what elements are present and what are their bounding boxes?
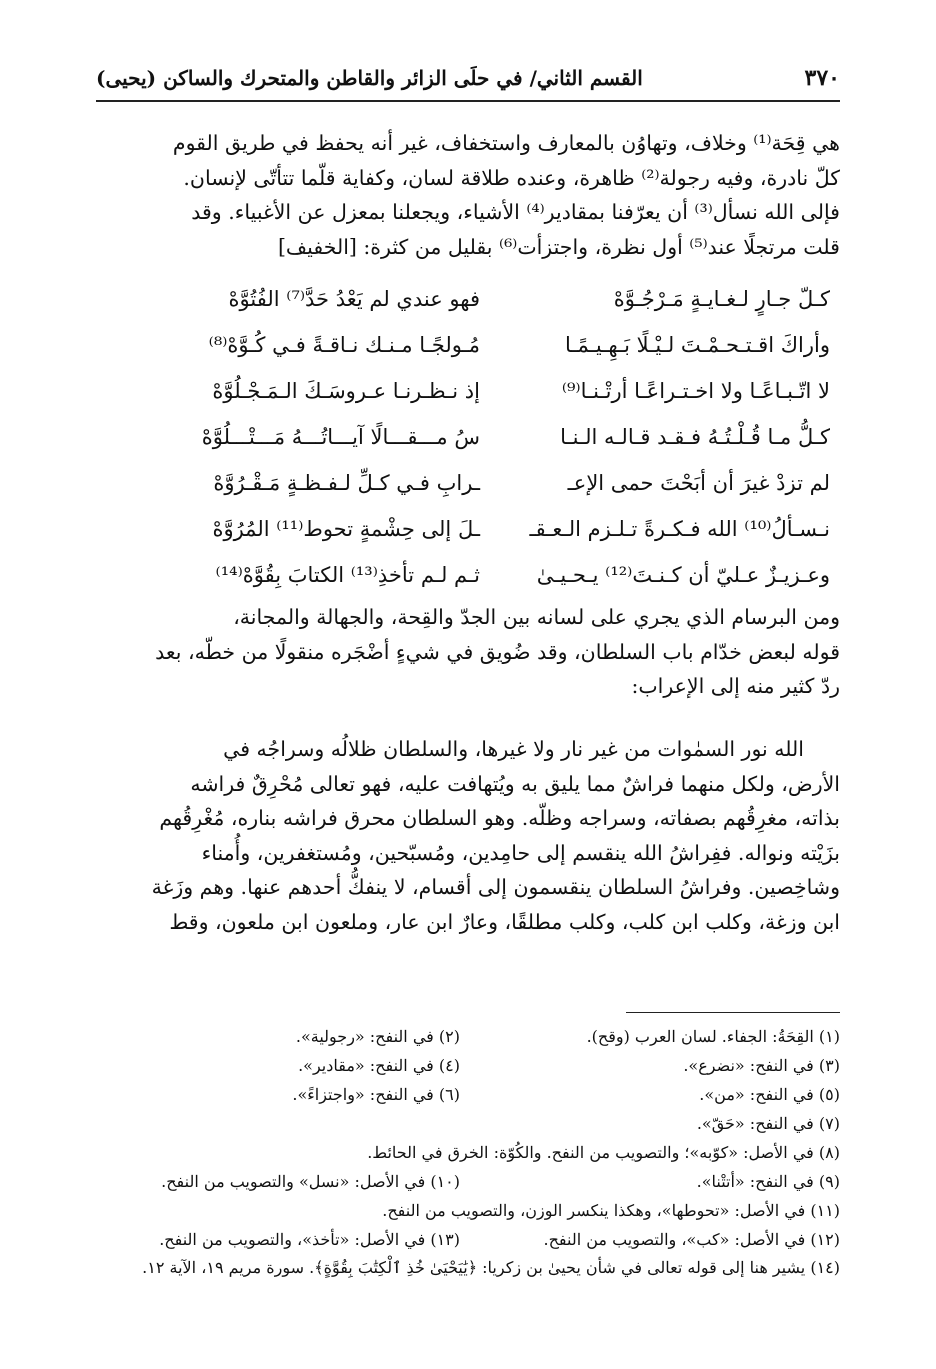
- verse-line: [96, 506, 840, 552]
- footnote-row: [96, 1167, 840, 1196]
- verse-first-hemistich: لا اتّـبـاعًـا ولا اخـتـراعًـا أرتْـنـا⁽⁹⁾: [561, 379, 830, 403]
- footnotes: [96, 1022, 840, 1281]
- verse-second-hemistich: ثـم لـم تأخذِ⁽¹³⁾ الكتابَ بِقُوَّهْ⁽¹⁴⁾: [215, 563, 480, 587]
- footnote: (٦) في النفح: «واجتزاءً».: [292, 1085, 460, 1104]
- verse-first-hemistich: لم تزدْ غيرَ أن أبَحْتَ حمى الإعـ: [567, 471, 830, 495]
- footnote: (١١) في الأصل: «تحوطها»، وهكذا ينكسر الوزن، والتصويب من النفح.: [382, 1201, 840, 1220]
- footnote: (١٠) في الأصل: «نسل» والتصويب من النفح.: [161, 1172, 460, 1191]
- verse-second-hemistich: إذ نـظـرنـا عـروسَـكَ الـمَـجْـلُوَّهْ: [212, 379, 480, 403]
- header-rule: [96, 100, 840, 102]
- text-line: الأرض، ولكل منهما فراشٌ مما يليق به ويُتهافت عليه، فهو تعالى مُحْرِقٌ فراشه: [190, 771, 840, 796]
- text-line: فإلى الله نسأل⁽³⁾ أن يعرّفنا بمقادير⁽⁴⁾ الأشياء، ويجعلنا بمعزل عن الأغبياء. وقد: [191, 200, 840, 224]
- footnote: (١٤) يشير هنا إلى قوله تعالى في شأن يحيىٰ بن زكريا: ﴿يَٰيَحْيَىٰ خُذِ ٱلْكِتَٰبَ بِقُوَّةٍ﴾. سورة مريم ١٩، الآية ١٢.: [142, 1258, 840, 1277]
- verse-line: [96, 322, 840, 368]
- footnote: (٢) في النفح: «رجولية».: [295, 1027, 460, 1046]
- text-line: ابن وزغة، وكلب ابن كلب، وكلب مطلقًا، وعارٌ ابن عار، وملعون ابن ملعون، وقط: [169, 909, 840, 934]
- footnote-row: [96, 1109, 840, 1138]
- footnote-row: [96, 1196, 840, 1225]
- footnote: (١٣) في الأصل: «تأخذ»، والتصويب من النفح.: [159, 1230, 460, 1249]
- footnote: (٥) في النفح: «من».: [699, 1085, 840, 1104]
- verse-second-hemistich: سُ مـــقـــالًا آيـــاتُـــهُ مَـــتْـــلُوَّهْ: [201, 425, 480, 449]
- verse-line: [96, 414, 840, 460]
- text-line: وشاخِصين. وفراشُ السلطان ينقسمون إلى أقسام، لا ينفكُّ أحدهم عنها. وهم وزَغة: [151, 875, 840, 899]
- footnote: (١) القِحَةُ: الجفاء. لسان العرب (وقح).: [586, 1027, 840, 1046]
- verse-first-hemistich: كـلّ جـارٍ لـغـايـةٍ مَـرْجُـوَّهْ: [613, 287, 830, 311]
- footnote-row: [96, 1022, 840, 1051]
- paragraph-quote: [96, 732, 840, 939]
- footnote: (٨) في الأصل: «كوّبه»؛ والتصويب من النفح. والكُوّة: الخرق في الحائط.: [367, 1143, 840, 1162]
- text-line: بذاته، مغرِقُهم بصفاته، وسراجه وظلّه. وهو السلطان محرق فراشه بناره، مُغْرِقُهم: [159, 806, 840, 830]
- verse-first-hemistich: نـسـألُ⁽¹⁰⁾ الله فـكـرةً تـلـزم الـعـقـ: [529, 517, 830, 541]
- text-line: قلت مرتجلًا عند⁽⁵⁾ أول نظرة، واجتزأت⁽⁶⁾ بقليل من كثرة: [الخفيف]: [277, 234, 840, 259]
- text-line: كلّ نادرة، وفيه رجولة⁽²⁾ ظاهرة، وعنده طلاقة لسان، وكفاية قلّما تتأتّى لإنسان.: [183, 165, 840, 190]
- footnote-row: [96, 1225, 840, 1254]
- running-title: القسم الثاني/ في حلَى الزائر والقاطن والمتحرك والساكن (يحيى): [96, 66, 643, 90]
- verse-line: [96, 368, 840, 414]
- footnote-row: [96, 1080, 840, 1109]
- paragraph-intro: [96, 126, 840, 264]
- footnote-row: [96, 1138, 840, 1167]
- verse-second-hemistich: ـرابِ فـي كـلِّ لـفـظـةٍ مَـقْـرُوَّهْ: [213, 471, 480, 495]
- footnote-rule: [626, 1012, 840, 1013]
- footnote: (٩) في النفح: «أتتْنا».: [696, 1172, 840, 1191]
- verse-second-hemistich: ـلَ إلى حِشْمةٍ تحوط⁽¹¹⁾ المُرُوَّهْ: [212, 517, 480, 541]
- text-line: ومن البرسام الذي يجري على لسانه بين الجدّ والقِحة، والجهالة والمجانة،: [233, 605, 840, 629]
- running-header: [96, 58, 840, 98]
- text-line: ردّ كثير منه إلى الإعراب:: [631, 674, 840, 698]
- footnote: (٣) في النفح: «نضرع».: [683, 1056, 840, 1075]
- verse-first-hemistich: كـلُّ مـا قُـلْـتُـهُ فـقـد قـالـه الـنـا: [560, 425, 830, 449]
- footnote: (١٢) في الأصل: «كب»، والتصويب من النفح.: [543, 1230, 840, 1249]
- text-line: بزَيْته ونواله. ففِراشُ الله ينقسم إلى حامِدين، ومُسبّحين، ومُستغفرين، وأُمناء: [201, 840, 840, 865]
- paragraph-burdan: [96, 600, 840, 704]
- poem: [96, 276, 840, 598]
- text-line: قوله لبعض خدّام باب السلطان، وقد ضُويق في شيءٍ أضْجَره منقولًا من خطّه، بعد: [155, 639, 840, 664]
- text-line: هي قِحَة⁽¹⁾ وخلاف، وتهاوُن بالمعارف واستخفاف، غير أنه يحفظ في طريق القوم: [172, 131, 840, 155]
- footnote: (٤) في النفح: «مقادير».: [298, 1056, 460, 1075]
- footnote: (٧) في النفح: «حَقّ».: [696, 1114, 840, 1133]
- page-number: ٣٧٠: [804, 65, 840, 91]
- verse-second-hemistich: فهو عندي لم يَعْدُ حَدَّ⁽⁷⁾ الفُتُوَّهْ: [228, 287, 480, 311]
- verse-first-hemistich: وعـزيـزٌ عـليّ أن كـنـتَ⁽¹²⁾ يـحـيـىٰ: [536, 563, 830, 587]
- text-line: الله نور السمٰوات من غير نار ولا غيرها، والسلطان ظلالُه وسراجُه في: [223, 737, 804, 761]
- verse-first-hemistich: وأراكَ اقـتـحـمْـتَ لـيْـلًا بَـهِـيـمًـا: [564, 333, 830, 357]
- verse-second-hemistich: مُـولجًـا مـنـك نـاقـةً فـي كُـوَّهْ⁽⁸⁾: [208, 333, 480, 357]
- footnote-row: [96, 1051, 840, 1080]
- footnote-row: [96, 1254, 840, 1281]
- verse-line: [96, 460, 840, 506]
- verse-line: [96, 552, 840, 598]
- verse-line: [96, 276, 840, 322]
